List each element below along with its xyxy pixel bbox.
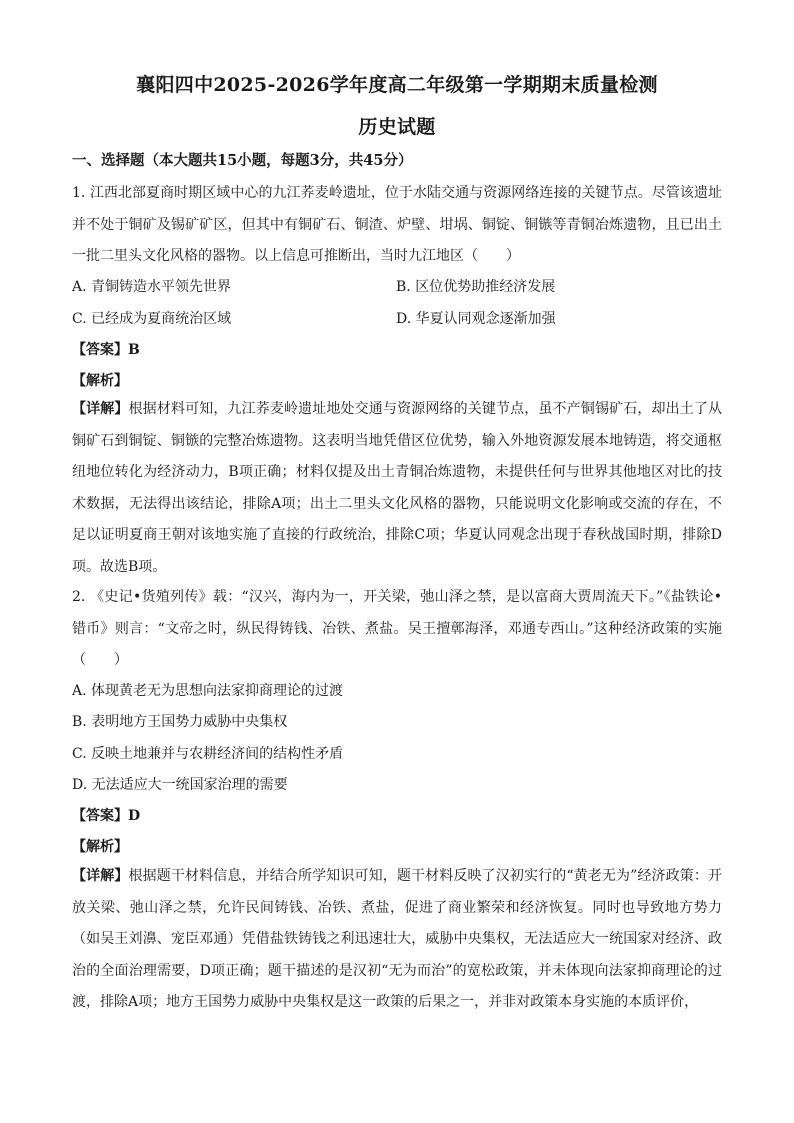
- question-2-detail-label: 【详解】: [72, 868, 129, 884]
- question-1-option-a: A. 青铜铸造水平领先世界: [72, 279, 232, 295]
- question-1-detail: [72, 394, 722, 583]
- question-2-answer: 【答案】D: [72, 808, 141, 824]
- question-1-option-b: B. 区位优势助推经济发展: [396, 279, 556, 295]
- question-2-option-d: D. 无法适应大一统国家治理的需要: [72, 777, 288, 793]
- question-1-option-d: D. 华夏认同观念逐渐加强: [396, 311, 556, 327]
- section-header: 一、选择题（本大题共15小题，每题3分，共45分）: [72, 152, 413, 169]
- question-1-stem: 1. 江西北部夏商时期区域中心的九江荞麦岭遗址，位于水陆交通与资源网络连接的关键节点。尽管该遗址并不处于铜矿及锡矿矿区，但其中有铜矿石、铜渣、炉壁、坩埚、铜锭、铜镞等青铜冶炼遗物，且已出土一批二里头文化风格的器物。以上信息可推断出，当时九江地区（ ）: [72, 185, 722, 264]
- question-1-answer: 【答案】B: [72, 342, 140, 358]
- exam-subtitle: 历史试题: [358, 116, 436, 138]
- exam-title: 襄阳四中2025-2026学年度高二年级第一学期期末质量检测: [136, 74, 658, 96]
- question-1-analysis-label: 【解析】: [72, 373, 128, 389]
- question-2-detail-text: 根据题干材料信息，并结合所学知识可知，题干材料反映了汉初实行的“黄老无为”经济政策：开放关梁、弛山泽之禁，允许民间铸钱、冶铁、煮盐，促进了商业繁荣和经济恢复。同时也导致地方势力（如吴王刘濞、宠臣邓通）凭借盐铁铸钱之利迅速壮大，威胁中央集权，无法适应大一统国家对经济、政治的全面治理需要，D项正确；题干描述的是汉初“无为而治”的宽松政策，并未体现向法家抑商理论的过渡，排除A项；地方王国势力威胁中央集权是这一政策的后果之一，并非对政策本身实施的本质评价，: [72, 868, 723, 1010]
- question-2-option-b: B. 表明地方王国势力威胁中央集权: [72, 714, 288, 730]
- question-2-option-a: A. 体现黄老无为思想向法家抑商理论的过渡: [72, 683, 344, 699]
- question-1-detail-label: 【详解】: [72, 401, 129, 417]
- question-2-stem: 2. 《史记•货殖列传》载：“汉兴，海内为一，开关梁，弛山泽之禁，是以富商大贾周流天下。”《盐铁论•错币》则言：“文帝之时，纵民得铸钱、冶铁、煮盐。吴王擅鄣海泽，邓通专西山。”这种经济政策的实施（ ）: [72, 589, 722, 668]
- question-2-analysis-label: 【解析】: [72, 839, 128, 855]
- question-2-detail: [72, 861, 722, 1019]
- question-1-detail-text: 根据材料可知，九江荞麦岭遗址地处交通与资源网络的关键节点，虽不产铜锡矿石，却出土了从铜矿石到铜锭、铜镞的完整冶炼遗物。这表明当地凭借区位优势，输入外地资源发展本地铸造，将交通枢纽地位转化为经济动力，B项正确；材料仅提及出土青铜冶炼遗物，未提供任何与世界其他地区对比的技术数据，无法得出该结论，排除A项；出土二里头文化风格的器物，只能说明文化影响或交流的存在，不足以证明夏商王朝对该地实施了直接的行政统治，排除C项；华夏认同观念出现于春秋战国时期，排除D项。故选B项。: [72, 401, 723, 575]
- question-1-option-c: C. 已经成为夏商统治区域: [72, 311, 232, 327]
- question-2-option-c: C. 反映土地兼并与农耕经济间的结构性矛盾: [72, 746, 344, 762]
